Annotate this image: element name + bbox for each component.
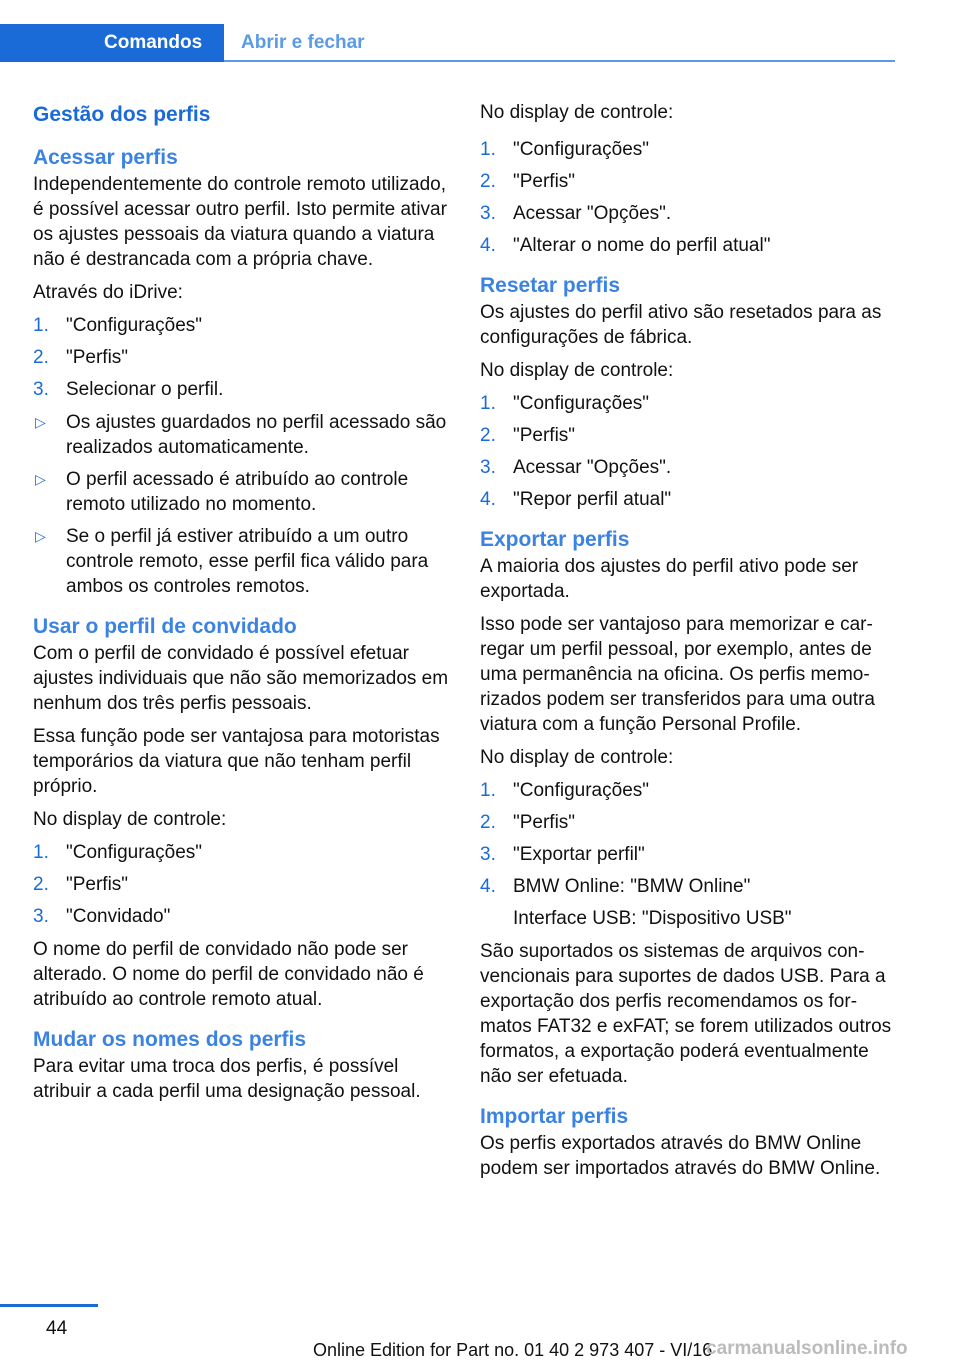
step-number: 4. [480, 235, 496, 256]
step-text: "Configurações" [66, 315, 203, 336]
paragraph: No display de controle: [480, 747, 674, 768]
step-number: 3. [480, 844, 496, 865]
step-subtext: Interface USB: "Dispositivo USB" [513, 908, 792, 929]
step-text: BMW Online: "BMW Online" [513, 876, 751, 897]
step-text: "Perfis" [513, 171, 576, 192]
edition-text: Online Edition for Part no. 01 40 2 973 407 - VI/16 [313, 1340, 713, 1360]
paragraph: Os ajustes do perfil ativo são resetados para as configurações de fábrica. [480, 302, 882, 348]
paragraph: Através do iDrive: [33, 282, 183, 303]
list-item [33, 524, 453, 599]
left-column [33, 100, 453, 1112]
paragraph: Independentemente do controle remoto utilizado, é possível acessar outro perfil. Isto permite ativar os ajustes pessoais da viatura quando a viatura não é destrancada com a própria chave. [33, 174, 447, 270]
bullet-text: Os ajustes guardados no perfil acessado são realizados automaticamente. [66, 412, 447, 458]
list-item [480, 455, 900, 480]
step-text: "Perfis" [513, 812, 576, 833]
bullet-list [33, 410, 453, 599]
triangle-bullet-icon: ▷ [35, 471, 46, 487]
list-item [480, 137, 900, 162]
tab-abrir-e-fechar[interactable]: Abrir e fechar [241, 32, 365, 53]
step-text: Acessar "Opções". [513, 203, 672, 224]
heading-resetar-perfis: Resetar perfis [480, 274, 621, 297]
step-number: 2. [33, 874, 49, 895]
header-rule [224, 60, 895, 62]
steps-list [33, 840, 453, 929]
step-number: 1. [480, 393, 496, 414]
list-item [33, 840, 453, 865]
step-number: 1. [33, 315, 49, 336]
step-number: 4. [480, 489, 496, 510]
list-item [480, 874, 900, 899]
step-text: "Configurações" [513, 393, 650, 414]
tab-comandos[interactable]: Comandos [0, 24, 224, 62]
step-text: "Perfis" [513, 425, 576, 446]
paragraph: Os perfis exportados através do BMW Online podem ser importados através do BMW Online. [480, 1133, 881, 1179]
step-number: 2. [480, 812, 496, 833]
list-item [480, 201, 900, 226]
steps-list [480, 391, 900, 512]
triangle-bullet-icon: ▷ [35, 528, 46, 544]
paragraph: O nome do perfil de convidado não pode ser alterado. O nome do perfil de convidado não é atribuído ao controle remoto atual. [33, 939, 424, 1010]
steps-list [480, 778, 900, 899]
step-number: 1. [480, 780, 496, 801]
heading-acessar-perfis: Acessar perfis [33, 146, 178, 169]
page-header [0, 0, 960, 62]
page-title: Gestão dos perfis [33, 103, 211, 126]
list-item [33, 872, 453, 897]
list-item [480, 810, 900, 835]
list-item [33, 345, 453, 370]
paragraph: São suportados os sistemas de arquivos convencionais para suportes de dados USB. Para a exportação dos perfis recomendamos os formatos FAT32 e exFAT; se forem utilizados outros formatos, a exportação poderá eventualmente não ser efetuada. [480, 941, 892, 1087]
list-item [480, 391, 900, 416]
paragraph: Com o perfil de convidado é possível efetuar ajustes individuais que não são memorizados em nenhum dos três perfis pessoais. [33, 643, 449, 714]
triangle-bullet-icon: ▷ [35, 414, 46, 430]
bullet-text: Se o perfil já estiver atribuído a um outro controle remoto, esse perfil fica válido para ambos os controles remotos. [66, 526, 429, 597]
list-item [33, 904, 453, 929]
step-text: "Configurações" [513, 780, 650, 801]
step-text: "Configurações" [66, 842, 203, 863]
list-item [480, 169, 900, 194]
paragraph: A maioria dos ajustes do perfil ativo pode ser exportada. [480, 556, 859, 602]
paragraph: Essa função pode ser vantajosa para motoristas temporários da viatura que não tenham perfil próprio. [33, 726, 440, 797]
heading-exportar-perfis: Exportar perfis [480, 528, 630, 551]
step-number: 2. [480, 171, 496, 192]
bullet-text: O perfil acessado é atribuído ao controle remoto utilizado no momento. [66, 469, 409, 515]
step-text: Selecionar o perfil. [66, 379, 224, 400]
paragraph: Isso pode ser vantajoso para memorizar e carregar um perfil pessoal, por exemplo, antes de uma permanência na oficina. Os perfis memorizados podem ser transferidos para uma outra viatura com a função Personal Profile. [480, 614, 875, 735]
paragraph: No display de controle: [480, 360, 674, 381]
step-number: 1. [480, 139, 496, 160]
step-text: "Alterar o nome do perfil atual" [513, 235, 771, 256]
footer-rule [0, 1304, 98, 1307]
list-item [480, 778, 900, 803]
step-number: 3. [480, 457, 496, 478]
list-item [33, 410, 453, 460]
step-number: 2. [33, 347, 49, 368]
list-item [480, 233, 900, 258]
heading-mudar-nomes: Mudar os nomes dos perfis [33, 1028, 307, 1051]
step-number: 1. [33, 842, 49, 863]
step-text: "Perfis" [66, 347, 129, 368]
step-text: "Repor perfil atual" [513, 489, 672, 510]
list-item [480, 842, 900, 867]
step-text: "Configurações" [513, 139, 650, 160]
step-number: 3. [33, 379, 49, 400]
list-item [33, 377, 453, 402]
step-number: 2. [480, 425, 496, 446]
step-text: "Convidado" [66, 906, 171, 927]
paragraph: No display de controle: [33, 809, 227, 830]
page-number: 44 [46, 1318, 68, 1339]
step-number: 3. [33, 906, 49, 927]
step-text: Acessar "Opções". [513, 457, 672, 478]
paragraph: No display de controle: [480, 102, 674, 123]
step-text: "Perfis" [66, 874, 129, 895]
list-item [480, 487, 900, 512]
steps-list [480, 137, 900, 258]
list-item [33, 467, 453, 517]
list-item [33, 313, 453, 338]
list-item [480, 423, 900, 448]
right-column [480, 100, 900, 1189]
step-number: 4. [480, 876, 496, 897]
heading-importar-perfis: Importar perfis [480, 1105, 629, 1128]
paragraph: Para evitar uma troca dos perfis, é possível atribuir a cada perfil uma designação pessoal. [33, 1056, 421, 1102]
step-number: 3. [480, 203, 496, 224]
heading-perfil-convidado: Usar o perfil de convidado [33, 615, 297, 638]
step-text: "Exportar perfil" [513, 844, 645, 865]
watermark: carmanualsonline.info [706, 1338, 908, 1359]
steps-list [33, 313, 453, 402]
